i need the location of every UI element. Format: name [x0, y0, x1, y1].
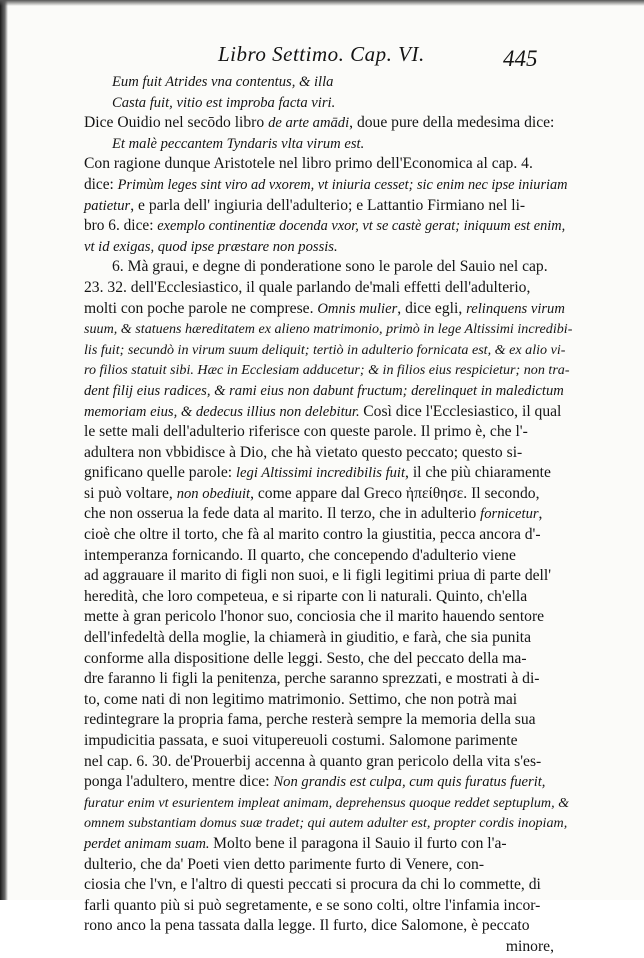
text-line: [84, 93, 572, 114]
italian-text: Dice Ouidio nel secōdo libro: [84, 114, 269, 132]
text-line: [84, 504, 572, 525]
latin-quote: Eum fuit Atrides vna contentus, & illa: [112, 74, 334, 90]
latin-quote: non obediuit: [176, 485, 251, 502]
text-line: [84, 916, 572, 937]
text-line: [84, 463, 572, 484]
latin-quote: relinquens virum: [466, 300, 565, 317]
italian-text: molti con poche parole ne comprese.: [84, 299, 318, 317]
text-line: [84, 72, 572, 93]
page-number: 445: [503, 46, 538, 71]
italian-text: ad aggrauare il marito di figli non suoi, e li figli legitimi priua di parte dell': [84, 567, 552, 585]
italian-text: farli quanto più si può segretamente, e se sono colti, oltre l'infamia incor-: [84, 896, 541, 914]
text-line: [84, 278, 572, 299]
text-line: [84, 175, 572, 196]
running-title: Libro Settimo. Cap. VI.: [218, 42, 425, 66]
italian-text: impudicitia passata, e suoi vitupereuoli costumi. Salomone parimente: [84, 732, 518, 749]
italian-text: ponga l'adultero, mentre dice:: [84, 773, 274, 791]
text-line: [84, 237, 572, 258]
latin-quote: patietur: [84, 197, 131, 214]
text-line: [84, 340, 572, 361]
text-line: [84, 525, 572, 546]
italian-text: le sette mali dell'adulterio riferisce con queste parole. Il primo è, che l'-: [84, 423, 528, 441]
italian-text: heredità, che loro competeua, e si riparte con li naturali. Quinto, ch'ella: [84, 587, 528, 605]
italian-text: intemperanza fornicando. Il quarto, che concependo d'adulterio viene: [84, 546, 516, 564]
text-line: [84, 546, 572, 567]
italian-text: rono anco la pena tassata dalla legge. Il furto, dice Salomone, è peccato: [84, 917, 530, 935]
italian-text: bro 6. dice:: [84, 217, 158, 235]
text-line: [84, 752, 572, 773]
text-line: [84, 731, 572, 752]
text-line: [84, 607, 572, 628]
text-line: [84, 855, 572, 876]
italian-text: ,: [538, 505, 543, 523]
text-line: [84, 690, 572, 711]
text-line: [84, 669, 572, 690]
italian-text: , il che più chiaramente: [405, 464, 551, 482]
italian-text: cioè che oltre il torto, che fà al marito contro la giustitia, pecca ancora d'-: [84, 526, 541, 544]
text-line: [84, 834, 572, 855]
latin-quote: Casta fuit, vitio est improba facta viri.: [112, 94, 336, 111]
italian-text: dulterio, che da' Poeti vien detto parimente furto di Venere, con-: [84, 855, 485, 873]
text-line: [84, 299, 572, 320]
italian-text: Molto bene il paragona il Sauio il furto con l'a-: [213, 834, 507, 852]
body-text: [84, 72, 572, 958]
italian-text: , e parla dell' ingiuria dell'adulterio; e Lattantio Firmiano nel li-: [130, 196, 526, 214]
text-line: [84, 257, 572, 278]
text-line: [84, 875, 572, 896]
latin-quote: Primùm leges sint viro ad vxorem, vt iniuria cesset; sic enim nec ipse iniuriam: [117, 176, 568, 193]
text-line: [84, 937, 572, 958]
text-line: [84, 772, 572, 793]
latin-quote: legi Altissimi incredibilis fuit: [235, 465, 406, 482]
italian-text: nel cap. 6. 30. de'Prouerbij accenna à quanto gran pericolo della vita s'es-: [84, 752, 542, 770]
text-line: [84, 134, 572, 155]
text-line: [84, 154, 572, 175]
italian-text: ciosia che l'vn, e l'altro di questi peccati si procura da chi lo commette, di: [84, 876, 541, 894]
text-line: [84, 566, 572, 587]
italian-text: dell'infedeltà della moglie, la chiamerà in giuditio, e farà, che sia punita: [84, 629, 532, 647]
text-line: [84, 381, 572, 402]
text-line: [84, 896, 572, 917]
italian-text: minore,: [505, 937, 554, 955]
text-line: [84, 216, 572, 237]
italian-text: 6. Mà graui, e degne di ponderatione sono le parole del Sauio nel cap.: [112, 258, 548, 276]
text-line: [84, 113, 572, 134]
latin-quote: exemplo continentiæ docenda vxor, vt se castè gerat; iniquum est enim,: [157, 218, 566, 235]
italian-text: dre faranno li figli la penitenza, perche saranno sprezzati, e mostrati à di-: [84, 670, 540, 688]
latin-quote: vt id exigas, quod ipse præstare non possis.: [84, 238, 338, 255]
latin-quote: suum, & statuens hæreditatem ex alieno matrimonio, primò in lege Altissimi incredibi-: [84, 321, 573, 338]
text-line: [84, 587, 572, 608]
text-line: [84, 196, 572, 217]
text-line: [84, 443, 572, 464]
text-line: [84, 360, 572, 381]
latin-quote: de arte amādi: [268, 115, 350, 132]
text-line: [84, 484, 572, 505]
latin-quote: fornicetur: [480, 506, 539, 523]
text-line: [84, 422, 572, 443]
latin-quote: Et malè peccantem Tyndaris vlta virum est.: [112, 135, 365, 152]
page-header: [0, 40, 644, 70]
latin-quote: omnem substantiam domus suæ tradet; qui autem adulter est, propter cordis inopiam,: [84, 815, 568, 832]
text-line: [84, 710, 572, 731]
italian-text: si può voltare,: [84, 484, 177, 502]
text-line: [84, 813, 572, 834]
text-line: [84, 649, 572, 670]
text-line: [84, 628, 572, 649]
text-line: [84, 793, 572, 814]
italian-text: Con ragione dunque Aristotele nel libro primo dell'Economica al cap. 4.: [84, 155, 533, 173]
italian-text: , dice egli,: [397, 299, 467, 317]
italian-text: , come appare dal Greco ἠπείθησε. Il secondo,: [250, 484, 540, 502]
italian-text: to, come nati di non legitimo matrimonio. Settimo, che non potrà mai: [84, 690, 518, 708]
text-line: [84, 402, 572, 423]
italian-text: 23. 32. dell'Ecclesiastico, il quale parlando de'mali effetti dell'adulterio,: [84, 278, 531, 296]
page-edge-shadow-top: [0, 0, 644, 6]
italian-text: che non osserua la fede data al marito. Il terzo, che in adulterio: [84, 505, 481, 523]
latin-quote: ro filios statuit sibi. Hæc in Ecclesiam adducetur; & in filios eius respicietur; non tra-: [84, 362, 570, 379]
latin-quote: Non grandis est culpa, cum quis furatus fuerit,: [273, 774, 546, 791]
italian-text: gnificano quelle parole:: [84, 464, 236, 482]
italian-text: Così dice l'Ecclesiastico, il qual: [363, 402, 562, 420]
latin-quote: memoriam eius, & dedecus illius non delebitur.: [84, 403, 364, 420]
italian-text: conforme alla dispositione delle leggi. Sesto, che del peccato della ma-: [84, 649, 527, 667]
italian-text: adultera non vbbidisce à Dio, che hà vietato questo peccato; questo si-: [84, 443, 523, 461]
italian-text: mette à gran pericolo l'honor suo, conciosia che il marito hauendo sentore: [84, 608, 545, 626]
italian-text: , doue pure della medesima dice:: [349, 114, 555, 132]
latin-quote: Omnis mulier: [317, 300, 398, 317]
latin-quote: perdet animam suam.: [84, 835, 214, 852]
italian-text: dice:: [84, 175, 118, 193]
latin-quote: dent filij eius radices, & rami eius non dabunt fructum; derelinquet in maledictum: [84, 382, 564, 399]
text-line: [84, 319, 572, 340]
latin-quote: lis fuit; secundò in virum suum deliquit; tertiò in adulterio fornicata est, & ex alio vi-: [84, 341, 566, 358]
latin-quote: furatur enim vt esurientem impleat animam, deprehensus quoque reddet septuplum, &: [84, 794, 570, 811]
italian-text: redintegrare la propria fama, perche resterà sempre la memoria della sua: [84, 711, 536, 729]
page-edge-shadow-left: [0, 0, 8, 900]
